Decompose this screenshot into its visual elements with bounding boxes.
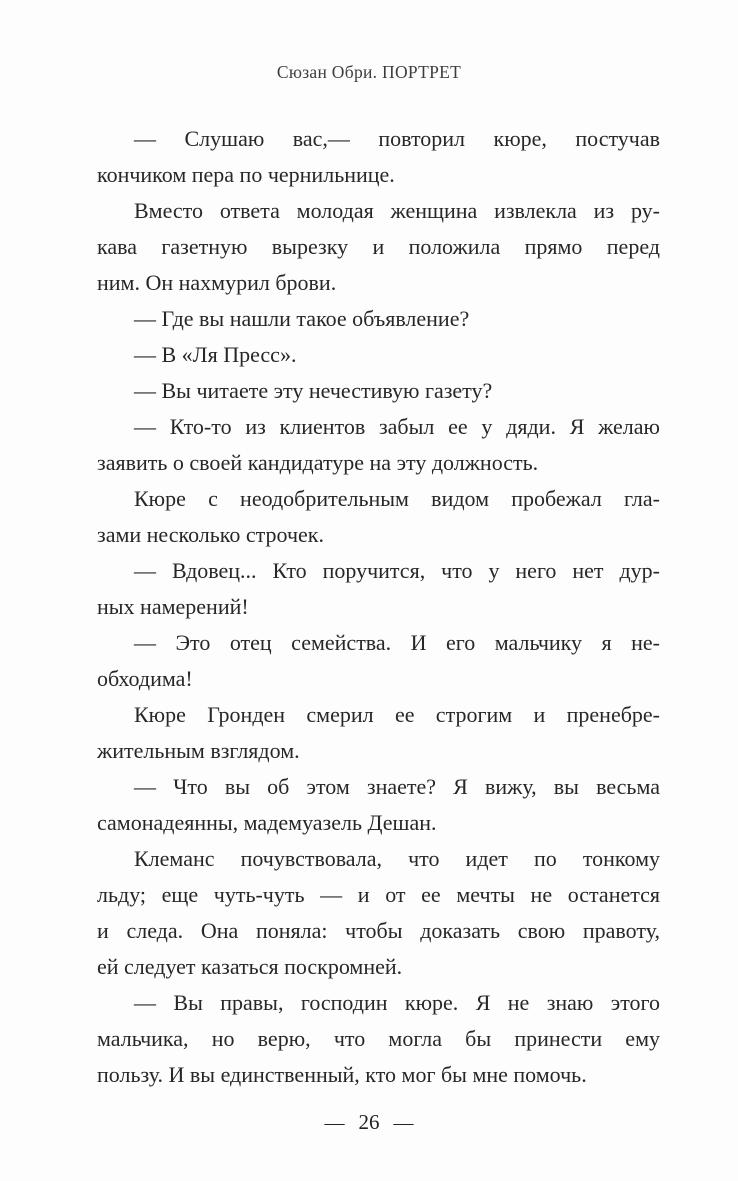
page-number: 26 (358, 1110, 380, 1134)
text-line: Вместо ответа молодая женщина извлекла из ру- (134, 198, 660, 223)
paragraph (97, 769, 660, 841)
page-text (97, 121, 660, 1093)
text-line: — Вы правы, господин кюре. Я не знаю этого (134, 990, 660, 1015)
text-line: льду; еще чуть-чуть — и от ее мечты не останется (97, 882, 660, 907)
running-header: Сюзан Обри. ПОРТРЕТ (276, 62, 462, 82)
text-line: обходима! (97, 666, 193, 691)
text-line: ных намерений! (97, 594, 249, 619)
paragraph (97, 121, 660, 193)
text-line: — Что вы об этом знаете? Я вижу, вы весьма (134, 774, 660, 799)
page-footer (0, 1108, 738, 1137)
paragraph (97, 373, 660, 409)
text-line: жительным взглядом. (97, 738, 300, 763)
text-line: мальчика, но верю, что могла бы принести ему (97, 1026, 660, 1051)
text-line: самонадеянны, мадемуазель Дешан. (97, 810, 437, 835)
text-line: ей следует казаться поскромней. (97, 954, 403, 979)
paragraph (97, 553, 660, 625)
paragraph (97, 985, 660, 1093)
text-line: зами несколько строчек. (97, 522, 324, 547)
paragraph (97, 625, 660, 697)
text-line: — В «Ля Пресс». (134, 342, 297, 367)
text-line: пользу. И вы единственный, кто мог бы мне помочь. (97, 1062, 587, 1087)
paragraph (97, 697, 660, 769)
text-line: Клеманс почувствовала, что идет по тонкому (134, 846, 660, 871)
paragraph (97, 481, 660, 553)
text-line: — Где вы нашли такое объявление? (134, 306, 470, 331)
text-line: и следа. Она поняла: чтобы доказать свою правоту, (97, 918, 660, 943)
text-line: — Слушаю вас,— повторил кюре, постучав (134, 126, 660, 151)
footer-left-dash: — (324, 1112, 345, 1134)
text-line: ним. Он нахмурил брови. (97, 270, 337, 295)
paragraph (97, 301, 660, 337)
text-line: кава газетную вырезку и положила прямо перед (97, 234, 660, 259)
text-line: — Это отец семейства. И его мальчику я не- (134, 630, 660, 655)
text-line: — Вы читаете эту нечестивую газету? (134, 378, 493, 403)
paragraph (97, 193, 660, 301)
paragraph (97, 337, 660, 373)
text-line: — Кто-то из клиентов забыл ее у дяди. Я желаю (134, 414, 660, 439)
paragraph (97, 409, 660, 481)
text-line: — Вдовец... Кто поручится, что у него нет дур- (134, 558, 660, 583)
text-line: Кюре Гронден смерил ее строгим и пренебре- (134, 702, 660, 727)
text-line: кончиком пера по чернильнице. (97, 162, 395, 187)
text-line: заявить о своей кандидатуре на эту должность. (97, 450, 539, 475)
text-line: Кюре с неодобрительным видом пробежал гла- (134, 486, 660, 511)
footer-right-dash: — (393, 1112, 414, 1134)
paragraph (97, 841, 660, 985)
